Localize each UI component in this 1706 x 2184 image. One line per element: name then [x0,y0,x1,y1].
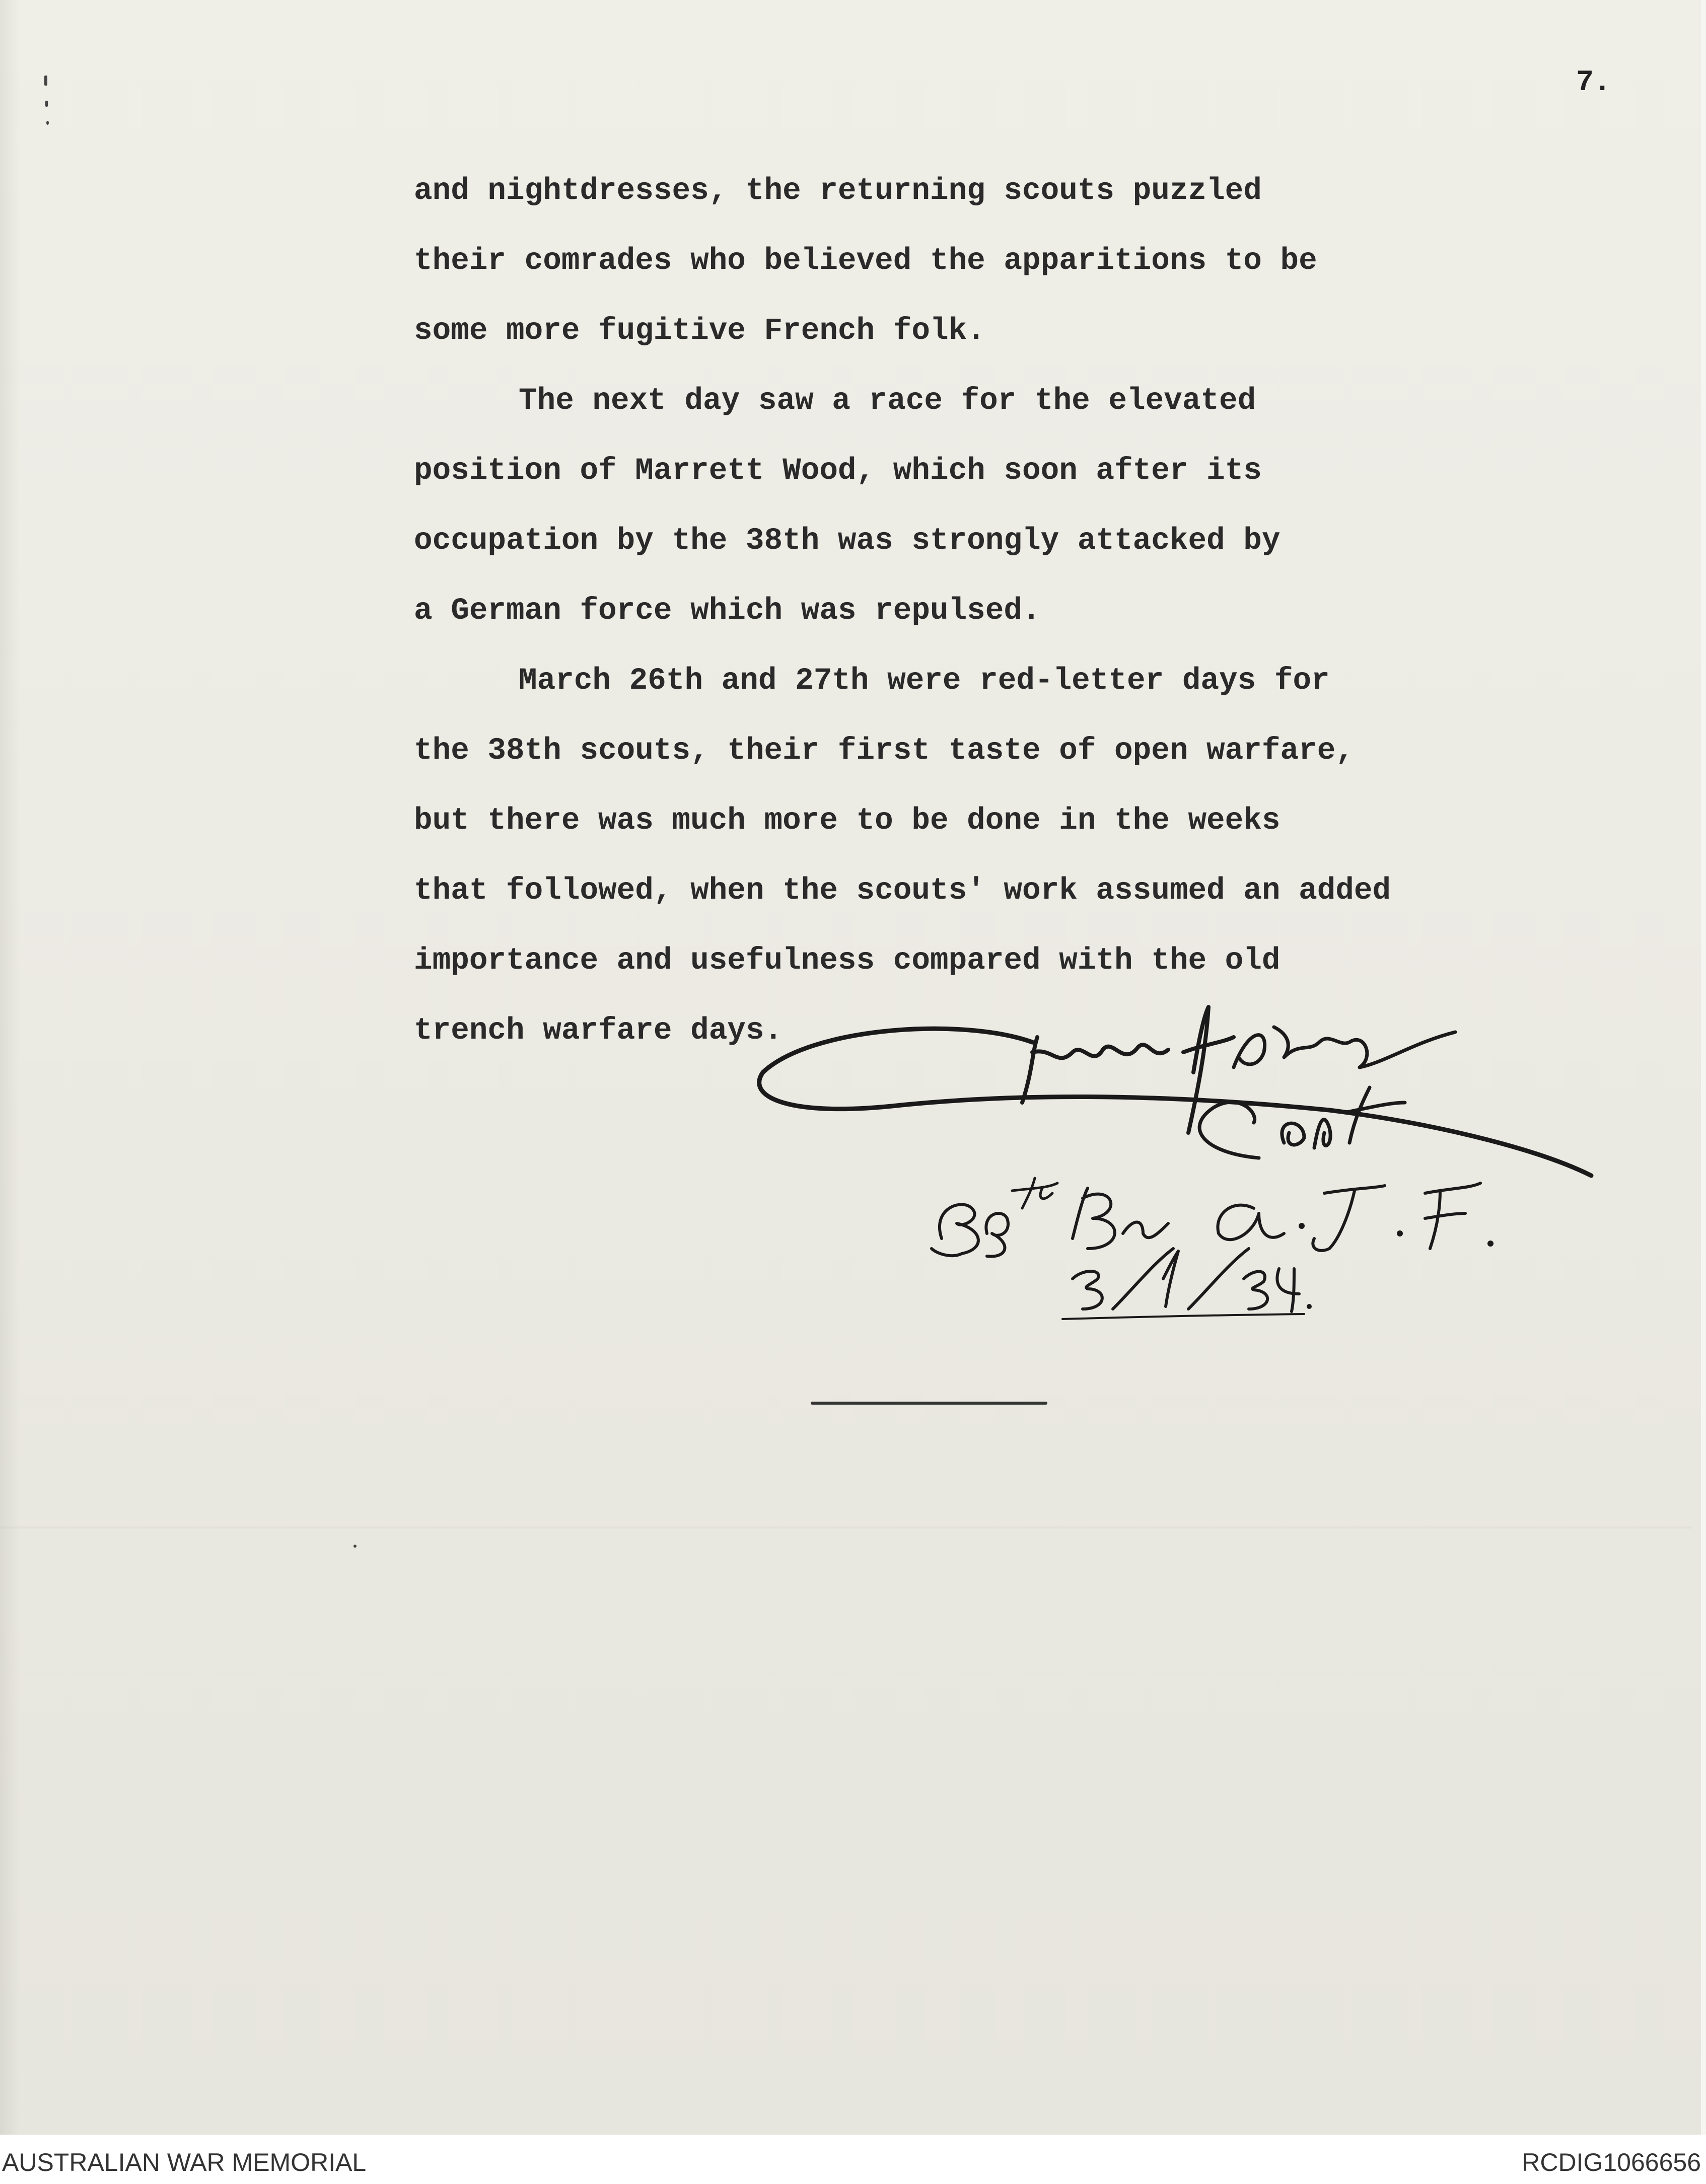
margin-mark [45,101,48,107]
signature-unit-stroke [932,1205,1008,1257]
signature-unit-stroke [1425,1183,1480,1249]
signature-initial-stroke [1183,1007,1234,1133]
signature-dot [1299,1223,1305,1229]
page-number: 7. [1576,66,1611,99]
text-line: The next day saw a race for the elevated [519,384,1256,418]
signature-dot [1487,1241,1494,1247]
text-line: and nightdresses, the returning scouts puzzled [414,174,1262,208]
text-line: importance and usefulness compared with the old [414,943,1281,978]
signature-flourish [759,1029,1591,1176]
text-line: their comrades who believed the apparitions to be [414,244,1317,278]
signature-unit-stroke [1073,1188,1168,1249]
handwritten-signature [750,997,1606,1324]
archive-footer [0,2135,1706,2184]
paper-speck [353,1545,357,1548]
signature-unit-stroke [1218,1205,1284,1240]
signature-rank-stroke [1199,1087,1405,1158]
signature-dot [1307,1304,1312,1309]
paper-left-edge-shadow [0,0,20,2135]
signature-unit-stroke [1313,1186,1385,1251]
signature-unit-stroke [1012,1178,1057,1208]
signature-surname-stroke [1234,1027,1455,1067]
signature-underline [1062,1314,1304,1319]
horizontal-rule [811,1402,1047,1405]
text-line: but there was much more to be done in the weeks [414,804,1281,838]
text-line: occupation by the 38th was strongly attacked by [414,524,1281,558]
text-line: a German force which was repulsed. [414,594,1041,628]
text-line: March 26th and 27th were red-letter days for [519,664,1330,698]
margin-mark [46,121,49,125]
signature-dot [1397,1230,1403,1236]
margin-mark [44,76,47,86]
paper-fold [0,1525,1692,1530]
footer-institution: AUSTRALIAN WAR MEMORIAL [2,2148,367,2176]
signature-name-stroke [1022,1037,1168,1103]
text-line: trench warfare days. [414,1013,783,1048]
text-line: the 38th scouts, their first taste of open warfare, [414,734,1354,768]
typed-body-text [414,169,1622,1079]
signature-date-stroke [1073,1249,1299,1312]
text-line: some more fugitive French folk. [414,314,985,348]
text-line: position of Marrett Wood, which soon after its [414,454,1262,488]
text-line: that followed, when the scouts' work assumed an added [414,873,1391,908]
footer-record-id: RCDIG1066656 [1522,2148,1701,2176]
